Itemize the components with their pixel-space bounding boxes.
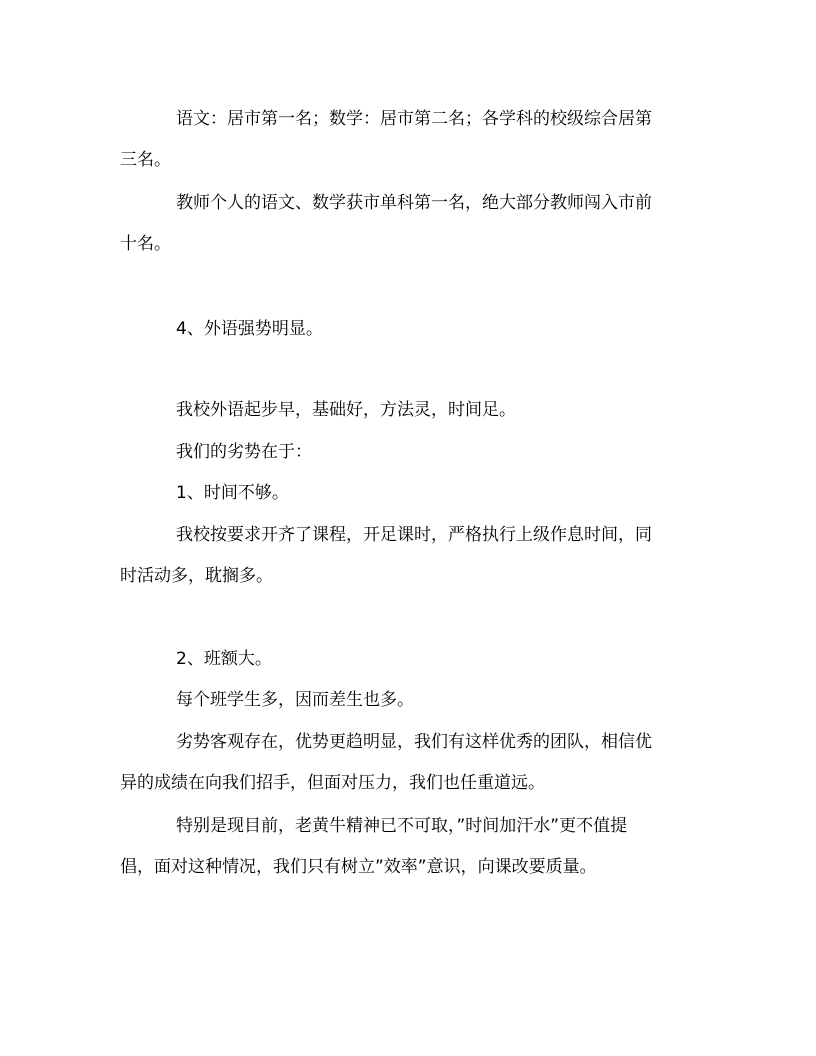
text-line: 异的成绩在向我们招手，但面对压力，我们也任重道远。 [120,773,545,793]
section-heading: 2、班额大。 [176,649,272,669]
text-line: 我们的劣势在于： [176,442,312,462]
text-line: 我校外语起步早，基础好，方法灵，时间足。 [176,400,516,420]
text-line: 特别是现目前，老黄牛精神已不可取，”时间加汗水”更不值提 [176,816,628,836]
text-line: 每个班学生多，因而差生也多。 [176,690,414,710]
text-line: 倡，面对这种情况，我们只有树立”效率”意识，向课改要质量。 [120,857,597,877]
text-line: 十名。 [120,234,171,254]
section-heading: 1、时间不够。 [176,483,289,503]
text-line: 劣势客观存在，优势更趋明显，我们有这样优秀的团队，相信优 [176,732,652,752]
text-line: 我校按要求开齐了课程，开足课时，严格执行上级作息时间，同 [176,525,652,545]
text-line: 时活动多，耽搁多。 [120,566,273,586]
text-line: 语文：居市第一名；数学：居市第二名；各学科的校级综合居第 [176,109,652,129]
section-heading: 4、外语强势明显。 [176,319,323,339]
text-line: 教师个人的语文、数学获市单科第一名，绝大部分教师闯入市前 [176,193,652,213]
text-line: 三名。 [120,150,171,170]
